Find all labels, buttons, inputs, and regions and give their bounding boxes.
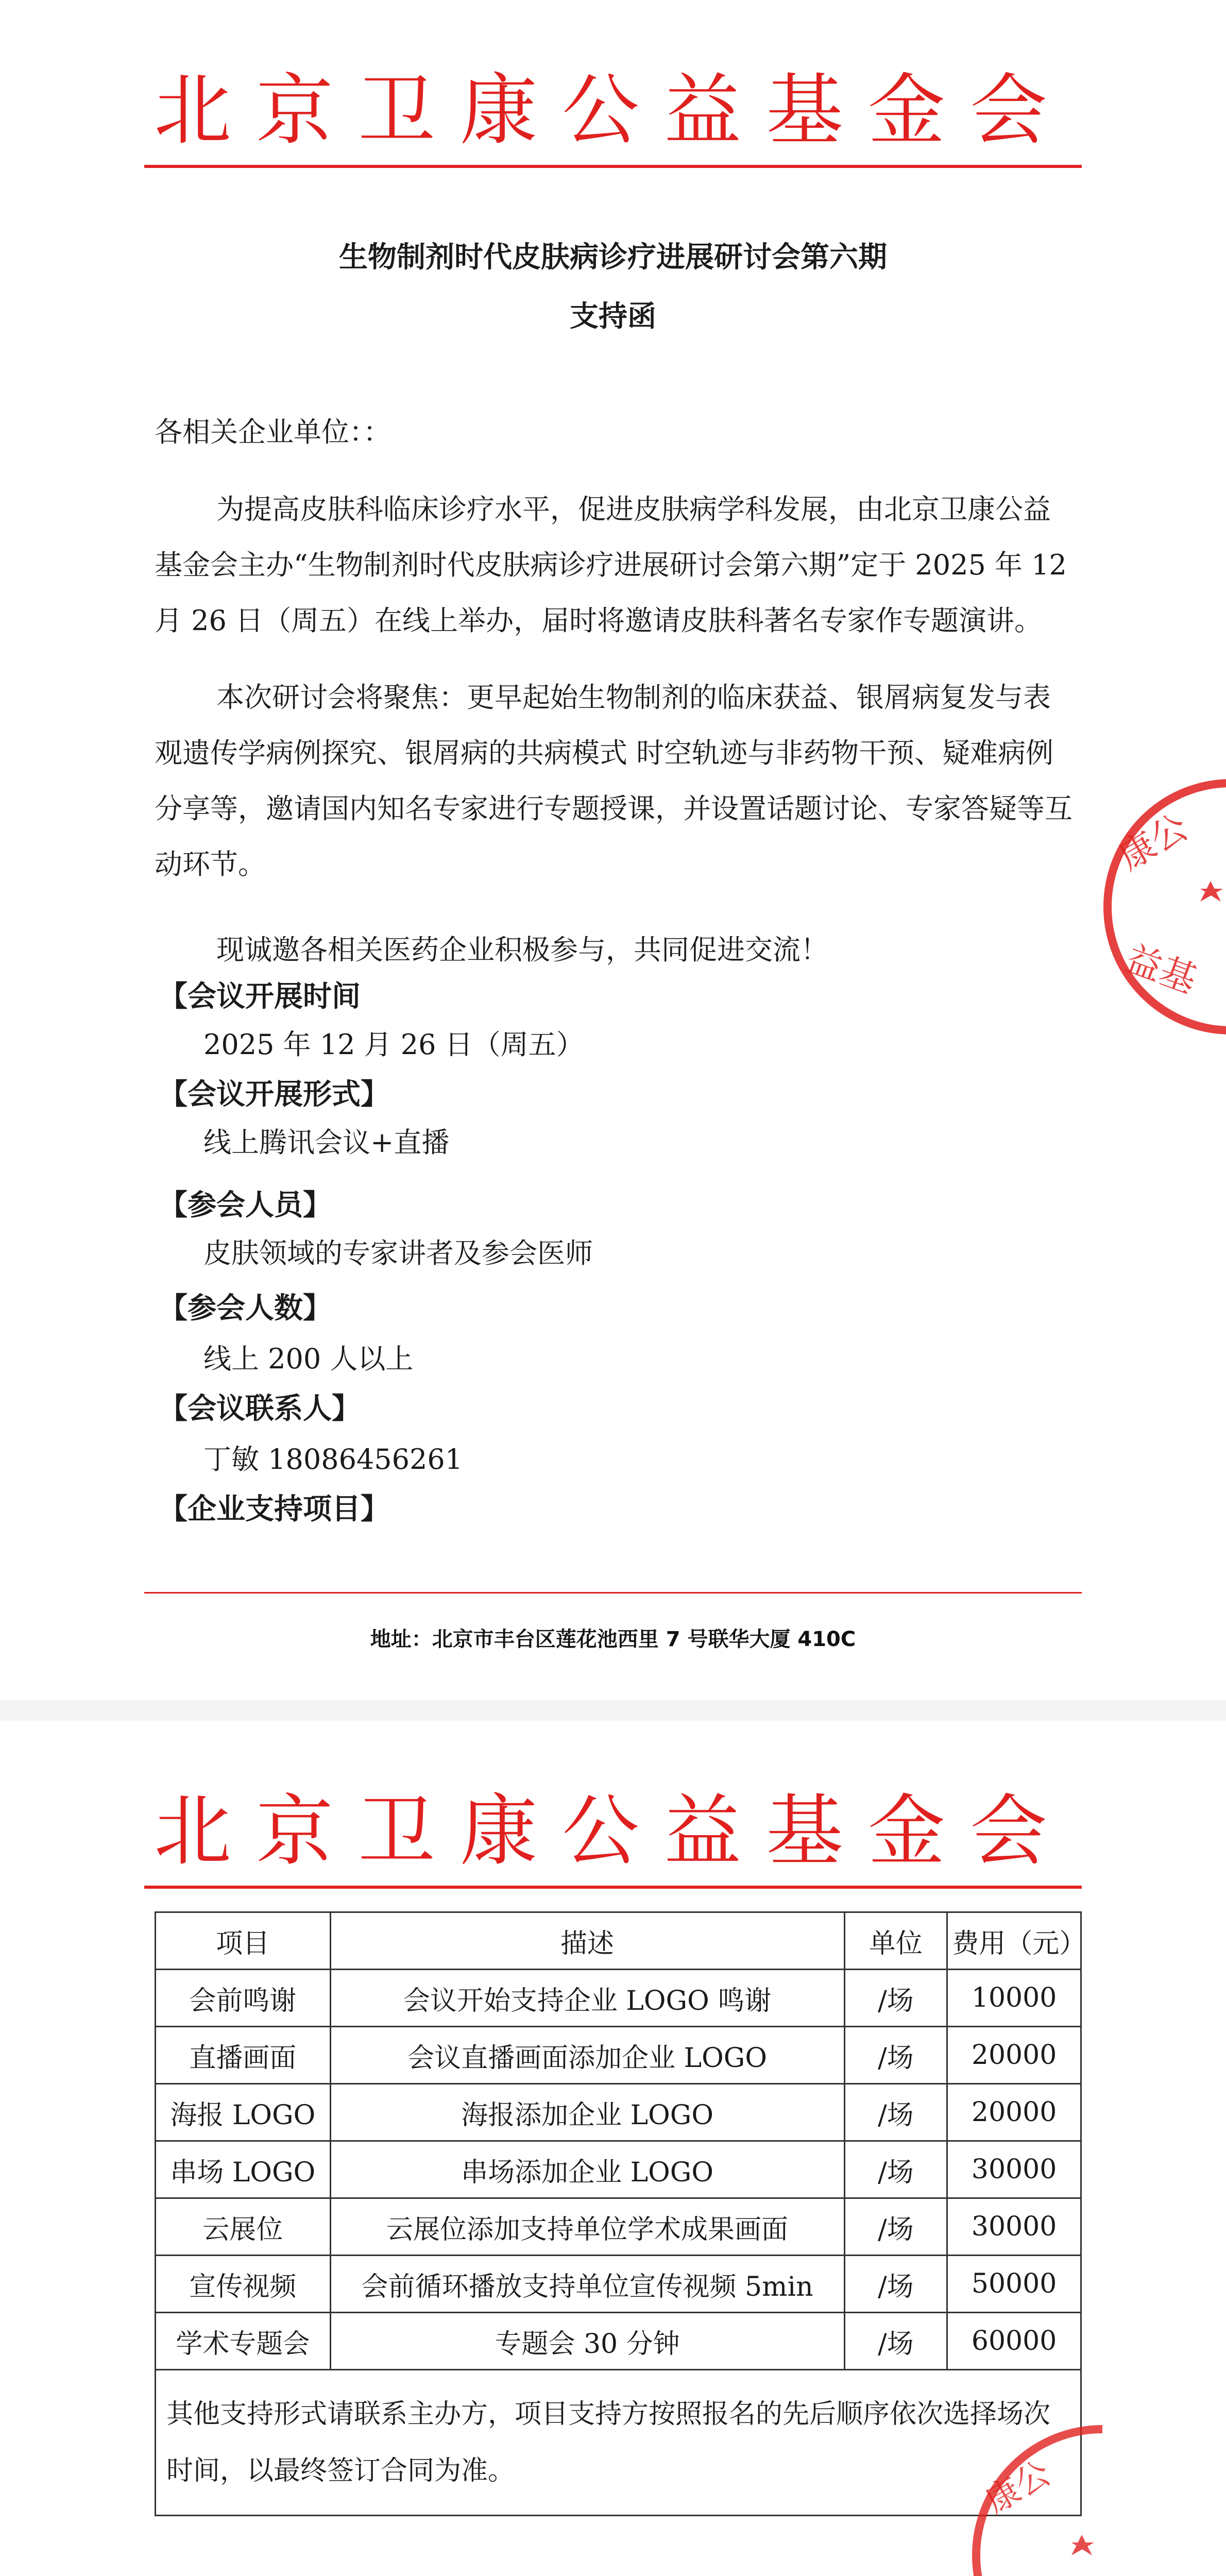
cell-item: 直播画面: [156, 2027, 331, 2084]
section-label-time: 【会议开展时间: [159, 980, 361, 1013]
svg-text:康公: 康公: [978, 2453, 1058, 2521]
section-value-attendees: 皮肤领域的专家讲者及参会医师: [203, 1237, 593, 1269]
cell-item: 海报 LOGO: [156, 2084, 331, 2141]
section-label-support: 【企业支持项目】: [159, 1493, 389, 1526]
svg-text:康公: 康公: [1111, 805, 1195, 878]
cell-desc: 会前循环播放支持单位宣传视频 5min: [330, 2256, 844, 2313]
cell-fee: 20000: [947, 2027, 1081, 2084]
header-fee: 费用（元）: [947, 1912, 1081, 1970]
cell-item: 会前鸣谢: [156, 1970, 331, 2027]
cell-desc: 会议直播画面添加企业 LOGO: [330, 2027, 844, 2084]
cell-unit: /场: [844, 1970, 947, 2027]
table-row: [156, 2027, 1081, 2084]
svg-text:益基: 益基: [1120, 937, 1202, 1002]
footer-rule: [144, 1592, 1082, 1594]
document-title: 生物制剂时代皮肤病诊疗进展研讨会第六期: [339, 240, 887, 274]
cell-desc: 海报添加企业 LOGO: [330, 2084, 844, 2141]
cell-desc: 专题会 30 分钟: [330, 2313, 844, 2370]
table-row: [156, 2084, 1081, 2141]
cell-desc: 会议开始支持企业 LOGO 鸣谢: [330, 1970, 844, 2027]
table-row: [156, 2198, 1081, 2256]
table-row: [156, 2141, 1081, 2198]
fee-table: [155, 1911, 1086, 2516]
cell-unit: /场: [844, 2256, 947, 2313]
document-subtitle: 支持函: [570, 299, 656, 333]
section-label-count: 【参会人数】: [159, 1292, 332, 1325]
table-row: [156, 1970, 1081, 2027]
table-note-row: [156, 2370, 1081, 2516]
salutation: 各相关企业单位：：: [155, 416, 391, 448]
cell-fee: 60000: [947, 2313, 1081, 2370]
paragraph-intro: 为提高皮肤科临床诊疗水平，促进皮肤病学科发展，由北京卫康公益基金会主办“生物制剂时代皮肤病诊疗进展研讨会第六期”定于 2025 年 12 月 26 日（周五）在线上举办，届时将邀请皮肤科著名专家作专题演讲。: [155, 493, 1067, 637]
seal-stamp-edge: [1097, 773, 1226, 1041]
page-separator: [0, 1700, 1226, 1721]
cell-item: 串场 LOGO: [156, 2141, 331, 2198]
letter-page-2: [0, 1721, 1226, 2576]
cell-desc: 云展位添加支持单位学术成果画面: [330, 2198, 844, 2256]
section-value-format: 线上腾讯会议+直播: [203, 1126, 450, 1159]
section-value-count: 线上 200 人以上: [203, 1343, 414, 1375]
seal-stamp-edge-2: [968, 2411, 1102, 2576]
table-row: [156, 2256, 1081, 2313]
letterhead-title: 北京卫康公益基金会: [154, 66, 1072, 156]
table-row: [156, 2313, 1081, 2370]
cell-unit: /场: [844, 2084, 947, 2141]
cell-unit: /场: [844, 2027, 947, 2084]
letterhead-title-2: 北京卫康公益基金会: [154, 1787, 1072, 1876]
cell-fee: 30000: [947, 2198, 1081, 2256]
section-value-time: 2025 年 12 月 26 日（周五）: [203, 1028, 584, 1061]
header-item: 项目: [156, 1912, 331, 1970]
cell-item: 云展位: [156, 2198, 331, 2256]
letterhead-rule: [144, 165, 1082, 168]
section-value-contact: 丁敏 18086456261: [203, 1443, 463, 1476]
header-desc: 描述: [330, 1912, 844, 1970]
section-label-format: 【会议开展形式】: [159, 1078, 389, 1111]
section-label-contact: 【会议联系人】: [159, 1392, 361, 1426]
header-unit: 单位: [844, 1912, 947, 1970]
cell-unit: /场: [844, 2141, 947, 2198]
table-note: 其他支持形式请联系主办方，项目支持方按照报名的先后顺序依次选择场次时间，以最终签订合同为准。: [156, 2370, 1081, 2516]
cell-desc: 串场添加企业 LOGO: [330, 2141, 844, 2198]
footer-address: 地址：北京市丰台区莲花池西里 7 号联华大厦 410C: [370, 1628, 856, 1651]
cell-unit: /场: [844, 2313, 947, 2370]
cell-unit: /场: [844, 2198, 947, 2256]
cell-fee: 10000: [947, 1970, 1081, 2027]
cell-fee: 30000: [947, 2141, 1081, 2198]
cell-fee: 20000: [947, 2084, 1081, 2141]
paragraph-invitation: 现诚邀各相关医药企业积极参与，共同促进交流！: [216, 934, 828, 966]
paragraph-focus: 本次研讨会将聚焦：更早起始生物制剂的临床获益、银屑病复发与表观遗传学病例探究、银屑病的共病模式 时空轨迹与非药物干预、疑难病例分享等，邀请国内知名专家进行专题授课，并设置话题讨论、专家答疑等互动环节。: [155, 681, 1072, 880]
cell-item: 学术专题会: [156, 2313, 331, 2370]
fee-table-header: [156, 1912, 1081, 1970]
cell-fee: 50000: [947, 2256, 1081, 2313]
cell-item: 宣传视频: [156, 2256, 331, 2313]
section-label-attendees: 【参会人员】: [159, 1189, 332, 1222]
letterhead-rule-2: [144, 1886, 1082, 1889]
